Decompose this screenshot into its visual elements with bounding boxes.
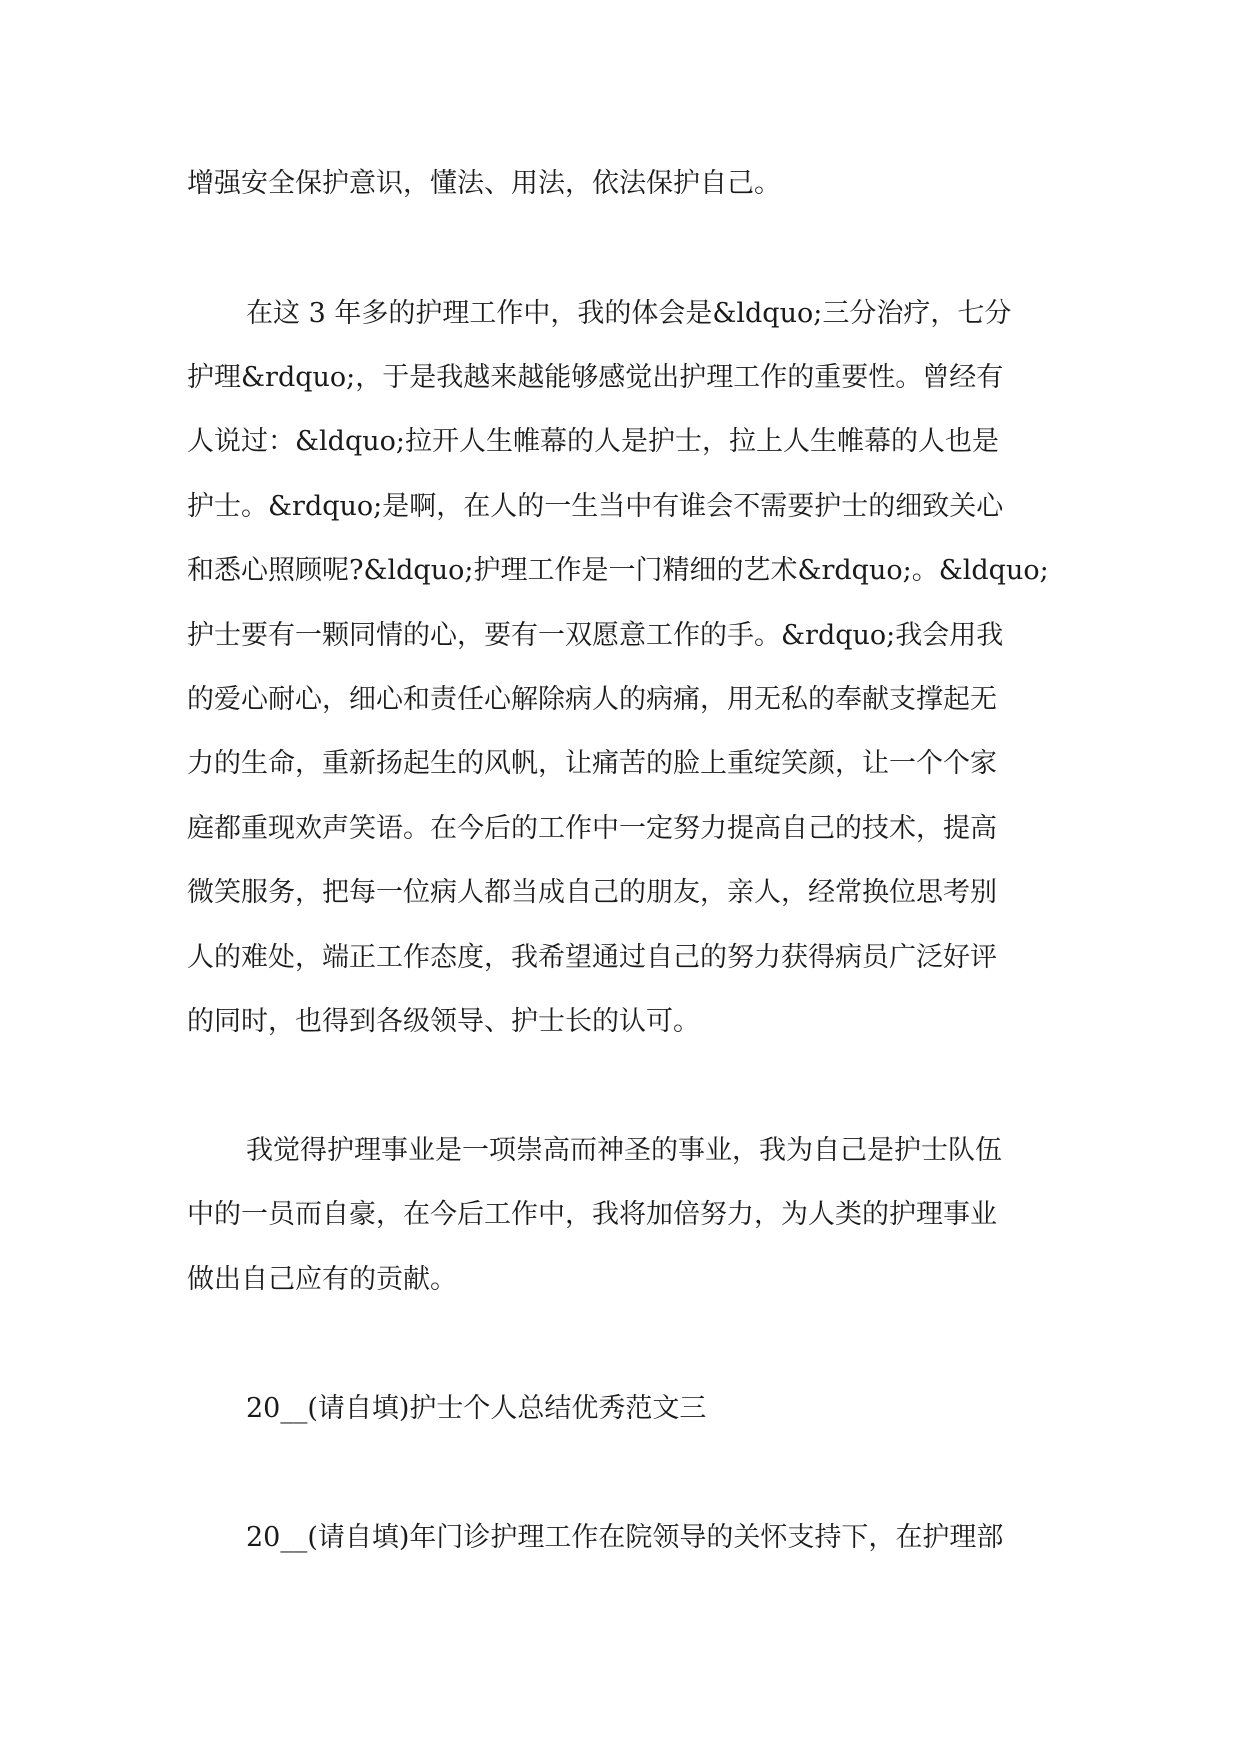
paragraph-line: 护士。&rdquo;是啊，在人的一生当中有谁会不需要护士的细致关心 bbox=[187, 491, 1004, 522]
paragraph-line: 在这 3 年多的护理工作中，我的体会是&ldquo;三分治疗，七分 bbox=[246, 298, 1012, 329]
paragraph-line: 我觉得护理事业是一项崇高而神圣的事业，我为自己是护士队伍 bbox=[246, 1135, 1002, 1166]
paragraph-line: 护士要有一颗同情的心，要有一双愿意工作的手。&rdquo;我会用我 bbox=[187, 620, 1004, 651]
paragraph-line: 中的一员而自豪，在今后工作中，我将加倍努力，为人类的护理事业 bbox=[187, 1199, 997, 1230]
paragraph-line: 庭都重现欢声笑语。在今后的工作中一定努力提高自己的技术，提高 bbox=[187, 813, 997, 844]
paragraph-line: 的同时，也得到各级领导、护士长的认可。 bbox=[187, 1006, 700, 1037]
paragraph-line: 力的生命，重新扬起生的风帆，让痛苦的脸上重绽笑颜，让一个个家 bbox=[187, 748, 997, 779]
paragraph-line: 增强安全保护意识，懂法、用法，依法保护自己。 bbox=[187, 168, 781, 199]
paragraph-line: 人的难处，端正工作态度，我希望通过自己的努力获得病员广泛好评 bbox=[187, 942, 997, 973]
paragraph-line: 微笑服务，把每一位病人都当成自己的朋友，亲人，经常换位思考别 bbox=[187, 877, 997, 908]
paragraph-line: 护理&rdquo;，于是我越来越能够感觉出护理工作的重要性。曾经有 bbox=[187, 362, 1004, 393]
paragraph-line: 的爱心耐心，细心和责任心解除病人的病痛，用无私的奉献支撑起无 bbox=[187, 684, 997, 715]
paragraph-line: 人说过：&ldquo;拉开人生帷幕的人是护士，拉上人生帷幕的人也是 bbox=[187, 426, 999, 457]
section-heading: 20__(请自填)护士个人总结优秀范文三 bbox=[246, 1393, 707, 1424]
paragraph-line: 做出自己应有的贡献。 bbox=[187, 1264, 457, 1295]
paragraph-line: 和悉心照顾呢?&ldquo;护理工作是一门精细的艺术&rdquo;。&ldquo; bbox=[187, 555, 1049, 586]
paragraph-line: 20__(请自填)年门诊护理工作在院领导的关怀支持下，在护理部 bbox=[246, 1522, 1004, 1553]
